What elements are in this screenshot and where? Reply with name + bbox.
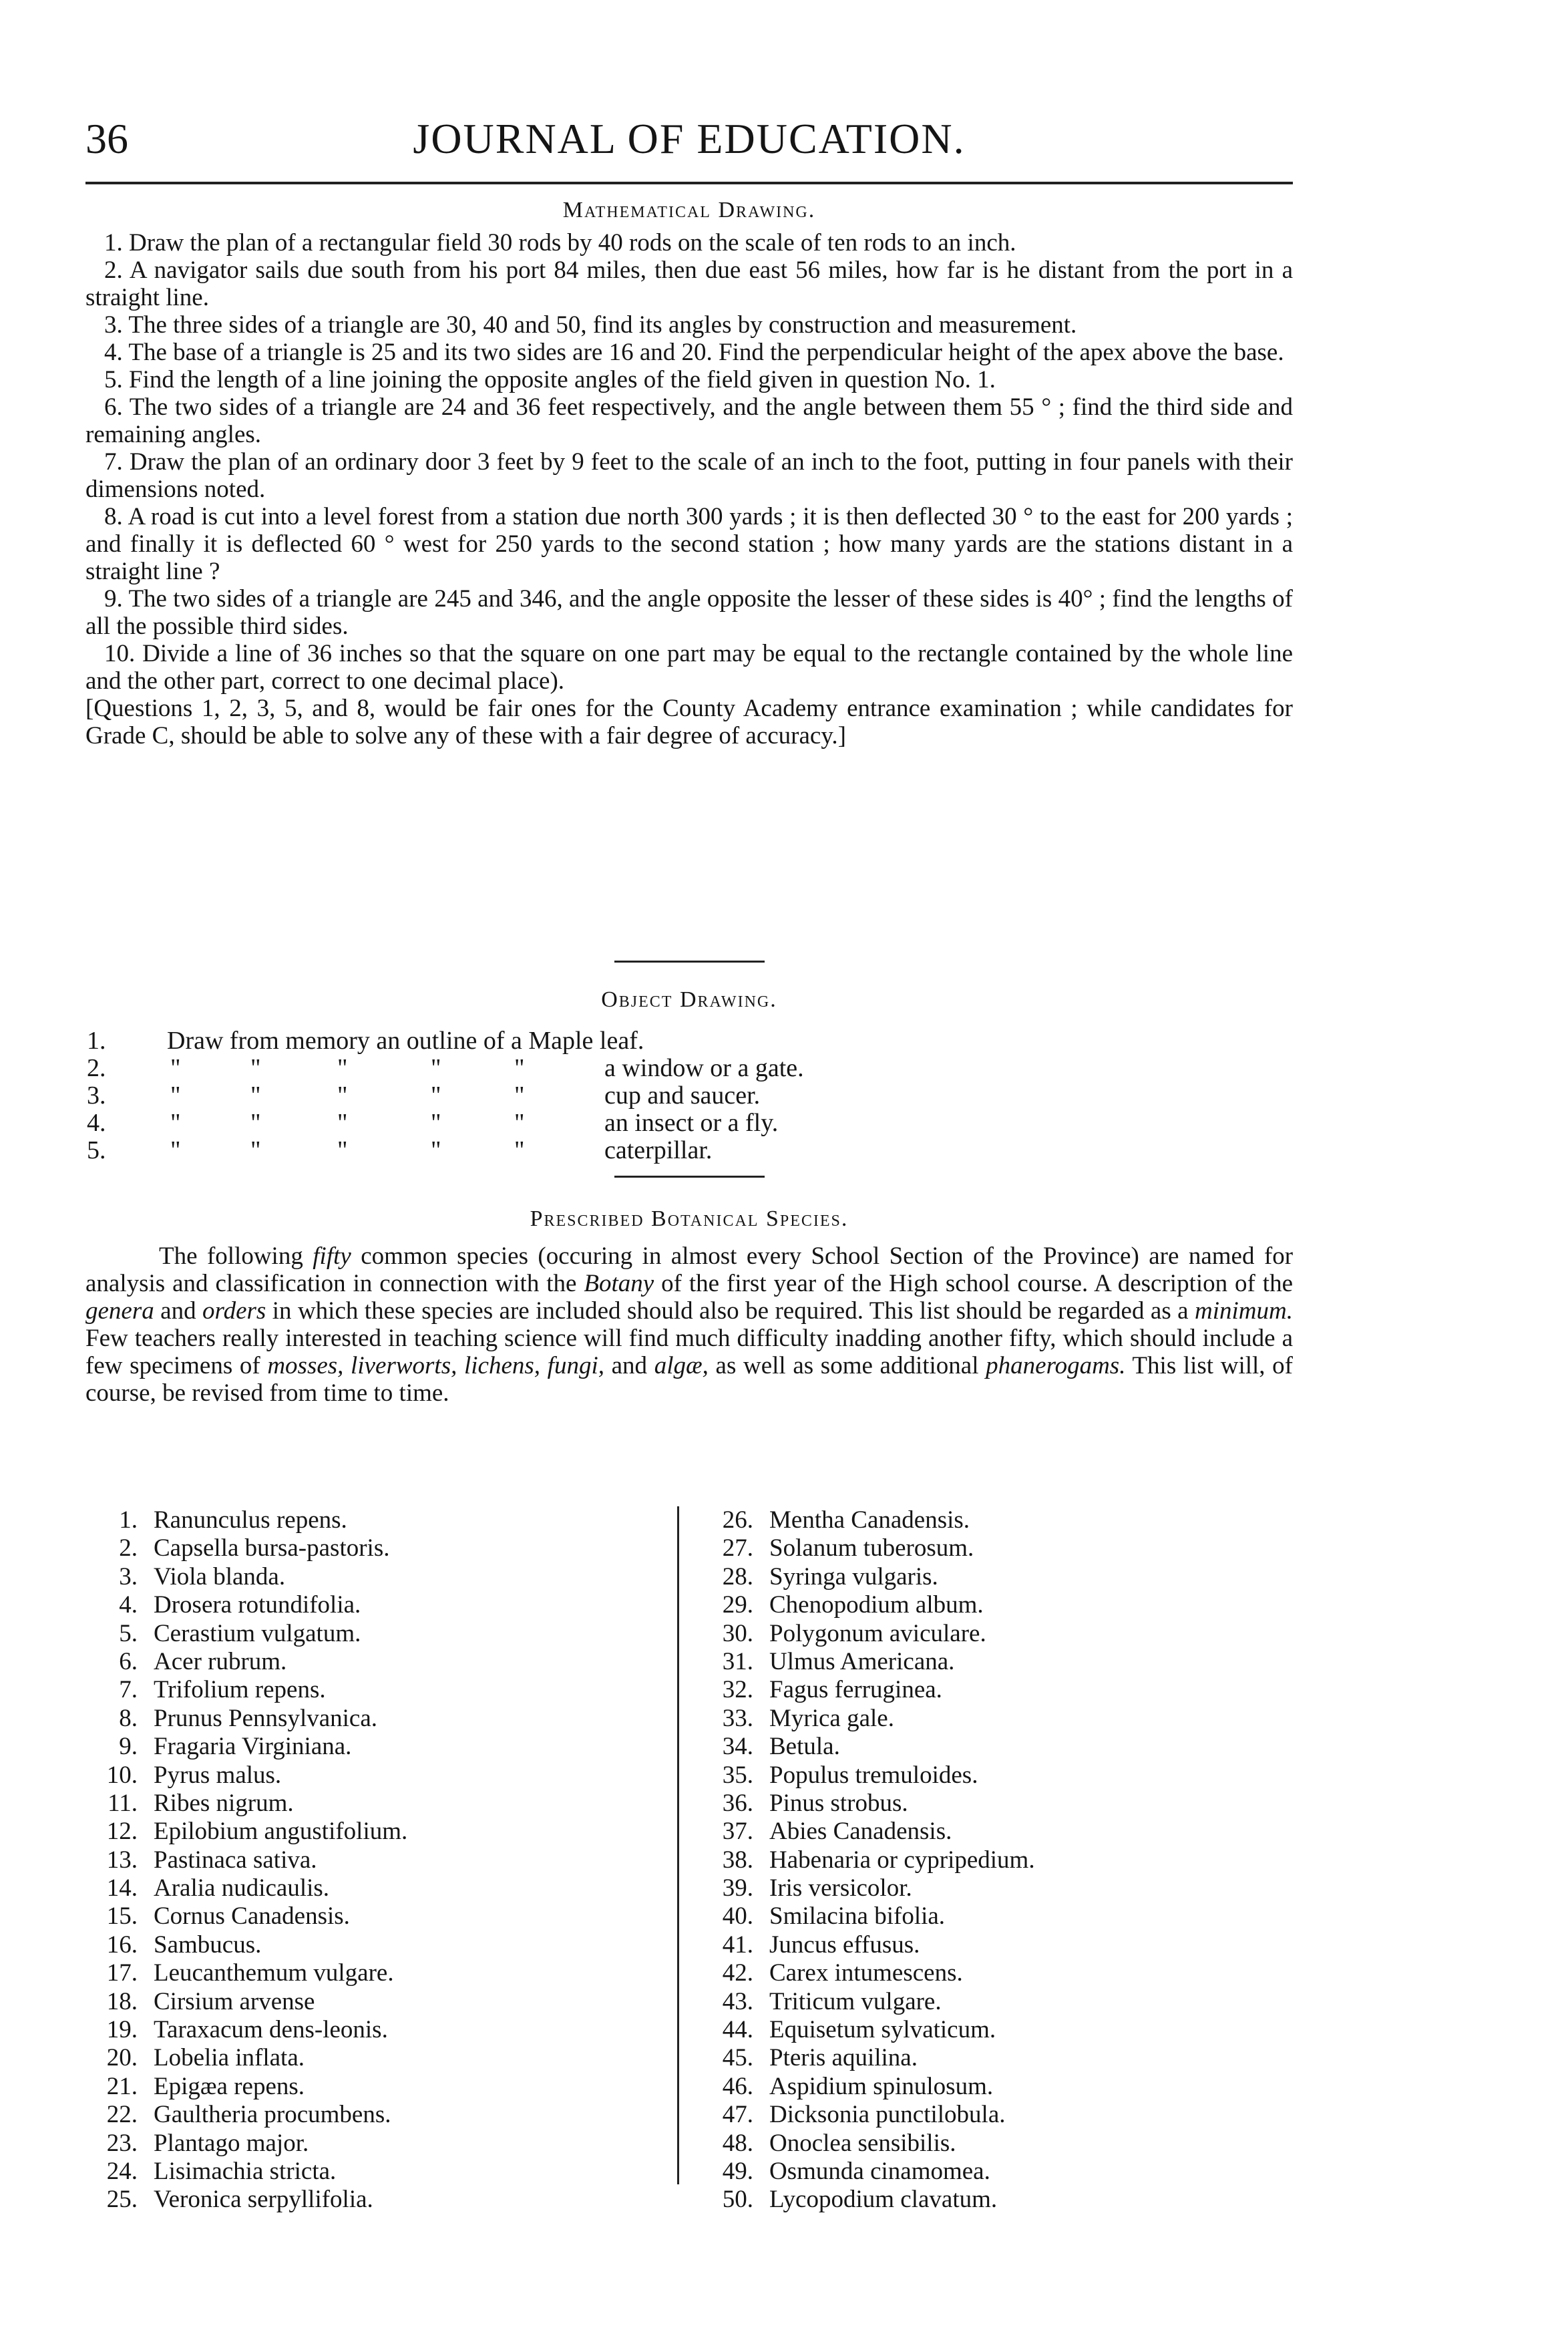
- species-item: [722, 2129, 1035, 2158]
- species-name: Syringa vulgaris.: [769, 1562, 938, 1590]
- species-name: Mentha Canadensis.: [769, 1506, 970, 1534]
- species-name: Viola blanda.: [154, 1562, 286, 1590]
- question-number: 4.: [104, 339, 123, 366]
- ditto-mark: ": [250, 1054, 261, 1082]
- species-number: 4.: [119, 1591, 138, 1619]
- species-name: Taraxacum dens-leonis.: [154, 2016, 388, 2044]
- species-item: [722, 1902, 1035, 1931]
- question: [85, 503, 1293, 585]
- question-number: 6.: [104, 393, 123, 421]
- species-item: [108, 1789, 407, 1818]
- species-item: [722, 1534, 1035, 1562]
- question-text: The two sides of a triangle are 245 and 346, and the angle opposite the lesser of these sides is 40° ; find the lengths of all the possible third sides.: [85, 585, 1293, 640]
- species-name: Solanum tuberosum.: [769, 1534, 974, 1562]
- species-number: 23.: [106, 2129, 138, 2157]
- species-item: [106, 2016, 407, 2044]
- journal-title: JOURNAL OF EDUCATION.: [413, 115, 966, 162]
- species-number: 14.: [106, 1874, 138, 1902]
- species-number: 11.: [108, 1789, 138, 1817]
- species-item: [722, 1959, 1035, 1987]
- species-name: Veronica serpyllifolia.: [154, 2186, 373, 2214]
- species-number: 25.: [106, 2186, 138, 2214]
- question-text: The three sides of a triangle are 30, 40 and 50, find its angles by construction and measurement.: [128, 311, 1077, 339]
- species-number: 27.: [722, 1534, 753, 1562]
- species-item: [119, 1562, 407, 1591]
- species-number: 43.: [722, 1987, 753, 2015]
- ditto-mark: ": [431, 1081, 441, 1110]
- item-number: 1.: [87, 1027, 106, 1055]
- botanical-species-title: Prescribed Botanical Species.: [530, 1206, 849, 1231]
- question-text: A road is cut into a level forest from a station due north 300 yards ; it is then deflected 30 ° to the east for 200 yards ; and finally it is deflected 60 ° west for 250 yards to the second station ; how many yards are the stations distant in a straight line ?: [85, 503, 1293, 585]
- species-number: 37.: [722, 1818, 753, 1846]
- ditto-mark: ": [170, 1081, 181, 1110]
- intro-text: in which these species are included should also be required. This list should be regarded as a: [266, 1297, 1195, 1325]
- intro-text: and: [154, 1297, 203, 1325]
- species-item: [106, 2157, 407, 2186]
- section-divider: [614, 961, 765, 963]
- species-item: [106, 1987, 407, 2016]
- species-item: [722, 1704, 1035, 1733]
- species-name: Carex intumescens.: [769, 1959, 963, 1987]
- species-number: 48.: [722, 2129, 753, 2157]
- species-number: 29.: [722, 1591, 753, 1619]
- ditto-mark: ": [337, 1136, 348, 1164]
- species-number: 26.: [722, 1506, 753, 1534]
- species-item: [722, 1506, 1035, 1534]
- ditto-mark: ": [514, 1054, 525, 1082]
- species-name: Pteris aquilina.: [769, 2044, 918, 2072]
- ditto-mark: ": [337, 1081, 348, 1110]
- intro-text: common species (occuring in almost every School Section of the Province) are named for analysis and classification in connection with the: [85, 1242, 1294, 1297]
- species-number: 38.: [722, 1846, 753, 1874]
- species-item: [106, 2186, 407, 2214]
- species-item: [106, 1874, 407, 1902]
- question-text: The base of a triangle is 25 and its two sides are 16 and 20. Find the perpendicular height of the apex above the base.: [128, 339, 1284, 366]
- species-name: Ulmus Americana.: [769, 1647, 955, 1675]
- mathematical-drawing-title: Mathematical Drawing.: [562, 198, 816, 222]
- intro-text: and: [604, 1352, 654, 1379]
- question-number: 1.: [104, 229, 123, 257]
- page-number: 36: [85, 115, 128, 162]
- ditto-mark: ": [514, 1081, 525, 1110]
- species-item: [722, 1761, 1035, 1790]
- species-item: [722, 1846, 1035, 1874]
- species-item: [106, 2044, 407, 2072]
- species-item: [106, 1818, 408, 1846]
- intro-emphasis: fifty: [313, 1242, 351, 1270]
- species-number: 31.: [722, 1647, 753, 1675]
- object-drawing-item: [87, 1027, 888, 1055]
- ditto-mark: ": [170, 1136, 181, 1164]
- species-item: [722, 1676, 1035, 1704]
- species-name: Aralia nudicaulis.: [154, 1874, 330, 1902]
- species-name: Ribes nigrum.: [154, 1789, 294, 1817]
- ditto-mark: ": [514, 1136, 525, 1164]
- species-number: 8.: [119, 1704, 138, 1732]
- intro-text: The following: [159, 1242, 313, 1270]
- species-item: [106, 1959, 407, 1987]
- species-number: 13.: [106, 1846, 138, 1874]
- species-item: [722, 1647, 1035, 1676]
- ditto-mark: ": [337, 1109, 348, 1137]
- species-list-right: [722, 1506, 1035, 2214]
- question-number: 5.: [104, 366, 123, 393]
- species-item: [722, 1562, 1035, 1591]
- species-item: [119, 1591, 407, 1619]
- species-name: Cerastium vulgatum.: [154, 1619, 361, 1647]
- species-list-left: [106, 1506, 408, 2214]
- species-item: [119, 1733, 407, 1761]
- species-name: Sambucus.: [154, 1931, 262, 1959]
- species-name: Lisimachia stricta.: [154, 2157, 337, 2185]
- species-item: [722, 2044, 1035, 2072]
- species-number: 22.: [106, 2101, 138, 2129]
- section-divider: [614, 1176, 765, 1178]
- species-item: [119, 1704, 407, 1733]
- species-number: 39.: [722, 1874, 753, 1902]
- species-item: [722, 1987, 1035, 2016]
- species-number: 50.: [722, 2186, 753, 2214]
- species-name: Dicksonia punctilobula.: [769, 2101, 1006, 2129]
- species-number: 42.: [722, 1959, 753, 1987]
- species-number: 44.: [722, 2016, 753, 2044]
- item-number: 3.: [87, 1081, 106, 1110]
- intro-emphasis: orders: [202, 1297, 266, 1325]
- species-name: Pyrus malus.: [154, 1761, 282, 1789]
- species-name: Pastinaca sativa.: [154, 1846, 317, 1874]
- intro-emphasis: algæ,: [654, 1352, 709, 1379]
- species-number: 41.: [722, 1931, 753, 1959]
- species-item: [722, 2072, 1035, 2101]
- question-number: 3.: [104, 311, 123, 339]
- species-number: 20.: [106, 2044, 138, 2072]
- item-number: 5.: [87, 1136, 106, 1164]
- species-number: 17.: [106, 1959, 138, 1987]
- species-number: 19.: [106, 2016, 138, 2044]
- column-divider: [677, 1506, 679, 2184]
- species-name: Gaultheria procumbens.: [154, 2101, 391, 2129]
- intro-text: of the first year of the High school course. A description of the: [654, 1270, 1294, 1297]
- question-text: A navigator sails due south from his port 84 miles, then due east 56 miles, how far is he distant from the port in a straight line.: [85, 257, 1293, 311]
- species-number: 35.: [722, 1761, 753, 1789]
- intro-emphasis: mosses, liverworts, lichens, fungi,: [267, 1352, 604, 1379]
- species-name: Aspidium spinulosum.: [769, 2072, 994, 2100]
- question: [85, 448, 1293, 503]
- intro-text: This list will, of course, be revised from time to time.: [85, 1352, 1293, 1407]
- intro-text: Few teachers really interested in teaching science will find much difficulty inadding another fifty, which should include a few specimens of: [85, 1325, 1293, 1379]
- mathematical-drawing-questions: [85, 229, 1293, 749]
- header-rule: [85, 182, 1293, 184]
- species-item: [106, 2101, 407, 2129]
- ditto-mark: ": [337, 1054, 348, 1082]
- species-name: Myrica gale.: [769, 1704, 894, 1732]
- species-item: [722, 1733, 1035, 1761]
- species-number: 46.: [722, 2072, 753, 2100]
- item-number: 2.: [87, 1054, 106, 1082]
- species-name: Equisetum sylvaticum.: [769, 2016, 996, 2044]
- species-name: Trifolium repens.: [154, 1676, 326, 1704]
- species-name: Polygonum aviculare.: [769, 1619, 986, 1647]
- species-number: 5.: [119, 1619, 138, 1647]
- species-name: Chenopodium album.: [769, 1591, 984, 1619]
- species-item: [106, 1931, 407, 1959]
- item-text: an insect or a fly.: [604, 1109, 779, 1137]
- species-number: 36.: [722, 1789, 753, 1817]
- species-number: 3.: [119, 1562, 138, 1590]
- species-name: Pinus strobus.: [769, 1789, 908, 1817]
- species-item: [119, 1506, 407, 1534]
- species-item: [119, 1676, 407, 1704]
- object-drawing-item: [87, 1055, 888, 1082]
- item-number: 4.: [87, 1109, 106, 1137]
- intro-emphasis: phanerogams.: [986, 1352, 1126, 1379]
- question-text: Draw the plan of an ordinary door 3 feet by 9 feet to the scale of an inch to the foot, putting in four panels with their dimensions noted.: [85, 448, 1293, 503]
- species-item: [722, 1619, 1035, 1648]
- ditto-mark: ": [514, 1109, 525, 1137]
- object-drawing-item: [87, 1082, 888, 1110]
- species-number: 33.: [722, 1704, 753, 1732]
- question-number: 2.: [104, 257, 123, 284]
- species-item: [106, 2072, 407, 2101]
- intro-text: as well as some additional: [708, 1352, 986, 1379]
- question-text: The two sides of a triangle are 24 and 36 feet respectively, and the angle between them 55 ° ; find the third side and remaining angles.: [85, 393, 1293, 448]
- species-item: [119, 1534, 407, 1562]
- species-item: [106, 1761, 407, 1790]
- ditto-mark: ": [431, 1109, 441, 1137]
- species-number: 21.: [106, 2072, 138, 2100]
- species-number: 32.: [722, 1676, 753, 1704]
- species-number: 45.: [722, 2044, 753, 2072]
- question-number: 10.: [104, 640, 136, 667]
- species-number: 12.: [106, 1818, 138, 1846]
- ditto-mark: ": [431, 1054, 441, 1082]
- species-item: [722, 1931, 1035, 1959]
- examination-note: [Questions 1, 2, 3, 5, and 8, would be fair ones for the County Academy entrance examination ; while candidates for Grade C, should be able to solve any of these with a fair degree of accuracy.]: [85, 695, 1293, 749]
- species-item: [722, 1874, 1035, 1902]
- species-name: Ranunculus repens.: [154, 1506, 347, 1534]
- question: [85, 229, 1293, 257]
- species-name: Fagus ferruginea.: [769, 1676, 942, 1704]
- species-number: 24.: [106, 2157, 138, 2185]
- species-item: [119, 1647, 407, 1676]
- species-name: Iris versicolor.: [769, 1874, 912, 1902]
- species-item: [106, 1902, 407, 1931]
- species-name: Capsella bursa-pastoris.: [154, 1534, 390, 1562]
- species-name: Epigæa repens.: [154, 2072, 305, 2100]
- question: [85, 366, 1293, 393]
- species-number: 7.: [119, 1676, 138, 1704]
- species-number: 15.: [106, 1902, 138, 1931]
- species-name: Triticum vulgare.: [769, 1987, 942, 2015]
- intro-emphasis: Botany: [584, 1270, 654, 1297]
- species-name: Onoclea sensibilis.: [769, 2129, 956, 2157]
- species-number: 28.: [722, 1562, 753, 1590]
- species-number: 47.: [722, 2101, 753, 2129]
- ditto-mark: ": [431, 1136, 441, 1164]
- species-number: 9.: [119, 1733, 138, 1761]
- question-number: 9.: [104, 585, 123, 613]
- species-item: [106, 1846, 407, 1874]
- species-name: Betula.: [769, 1733, 840, 1761]
- intro-emphasis: genera: [85, 1297, 154, 1325]
- species-number: 18.: [106, 1987, 138, 2015]
- species-name: Abies Canadensis.: [769, 1818, 952, 1846]
- question: [85, 393, 1293, 448]
- species-number: 40.: [722, 1902, 753, 1931]
- object-drawing-list: [87, 1027, 888, 1164]
- object-drawing-item: [87, 1110, 888, 1137]
- question: [85, 311, 1293, 339]
- species-item: [119, 1619, 407, 1648]
- species-number: 34.: [722, 1733, 753, 1761]
- species-number: 1.: [119, 1506, 138, 1534]
- species-number: 16.: [106, 1931, 138, 1959]
- species-name: Lycopodium clavatum.: [769, 2186, 998, 2214]
- species-number: 30.: [722, 1619, 753, 1647]
- item-text: caterpillar.: [604, 1136, 713, 1164]
- species-item: [722, 1818, 1035, 1846]
- species-name: Epilobium angustifolium.: [154, 1818, 408, 1846]
- item-text: Draw from memory an outline of a Maple leaf.: [167, 1027, 644, 1055]
- species-name: Drosera rotundifolia.: [154, 1591, 361, 1619]
- species-item: [722, 2186, 1035, 2214]
- species-name: Osmunda cinamomea.: [769, 2157, 990, 2185]
- species-number: 2.: [119, 1534, 138, 1562]
- question-text: Divide a line of 36 inches so that the square on one part may be equal to the rectangle contained by the whole line and the other part, correct to one decimal place).: [85, 640, 1294, 695]
- species-name: Plantago major.: [154, 2129, 309, 2157]
- question-number: 7.: [104, 448, 123, 476]
- species-item: [722, 1591, 1035, 1619]
- question: [85, 640, 1293, 695]
- question: [85, 339, 1293, 366]
- species-name: Lobelia inflata.: [154, 2044, 305, 2072]
- botanical-intro-paragraph: [85, 1242, 1293, 1407]
- object-drawing-item: [87, 1137, 888, 1164]
- species-name: Cirsium arvense: [154, 1987, 315, 2015]
- ditto-mark: ": [250, 1136, 261, 1164]
- question: [85, 585, 1293, 640]
- item-text: a window or a gate.: [604, 1054, 804, 1082]
- ditto-mark: ": [170, 1109, 181, 1137]
- page-header: [85, 107, 1293, 174]
- intro-emphasis: minimum.: [1195, 1297, 1293, 1325]
- species-name: Populus tremuloides.: [769, 1761, 978, 1789]
- species-item: [722, 1789, 1035, 1818]
- species-name: Smilacina bifolia.: [769, 1902, 946, 1931]
- species-item: [106, 2129, 407, 2158]
- species-number: 49.: [722, 2157, 753, 2185]
- species-name: Juncus effusus.: [769, 1931, 920, 1959]
- species-number: 6.: [119, 1647, 138, 1675]
- species-item: [722, 2157, 1035, 2186]
- species-name: Prunus Pennsylvanica.: [154, 1704, 378, 1732]
- object-drawing-title: Object Drawing.: [601, 987, 777, 1012]
- question-number: 8.: [104, 503, 123, 530]
- item-text: cup and saucer.: [604, 1081, 761, 1110]
- species-name: Cornus Canadensis.: [154, 1902, 350, 1931]
- question: [85, 257, 1293, 311]
- question-text: Find the length of a line joining the opposite angles of the field given in question No. 1.: [129, 366, 996, 393]
- species-name: Habenaria or cypripedium.: [769, 1846, 1035, 1874]
- ditto-mark: ": [250, 1109, 261, 1137]
- species-number: 10.: [106, 1761, 138, 1789]
- ditto-mark: ": [170, 1054, 181, 1082]
- question-text: Draw the plan of a rectangular field 30 rods by 40 rods on the scale of ten rods to an inch.: [129, 229, 1016, 257]
- ditto-mark: ": [250, 1081, 261, 1110]
- species-name: Acer rubrum.: [154, 1647, 287, 1675]
- species-item: [722, 2016, 1035, 2044]
- species-name: Fragaria Virginiana.: [154, 1733, 352, 1761]
- species-item: [722, 2101, 1035, 2129]
- species-name: Leucanthemum vulgare.: [154, 1959, 394, 1987]
